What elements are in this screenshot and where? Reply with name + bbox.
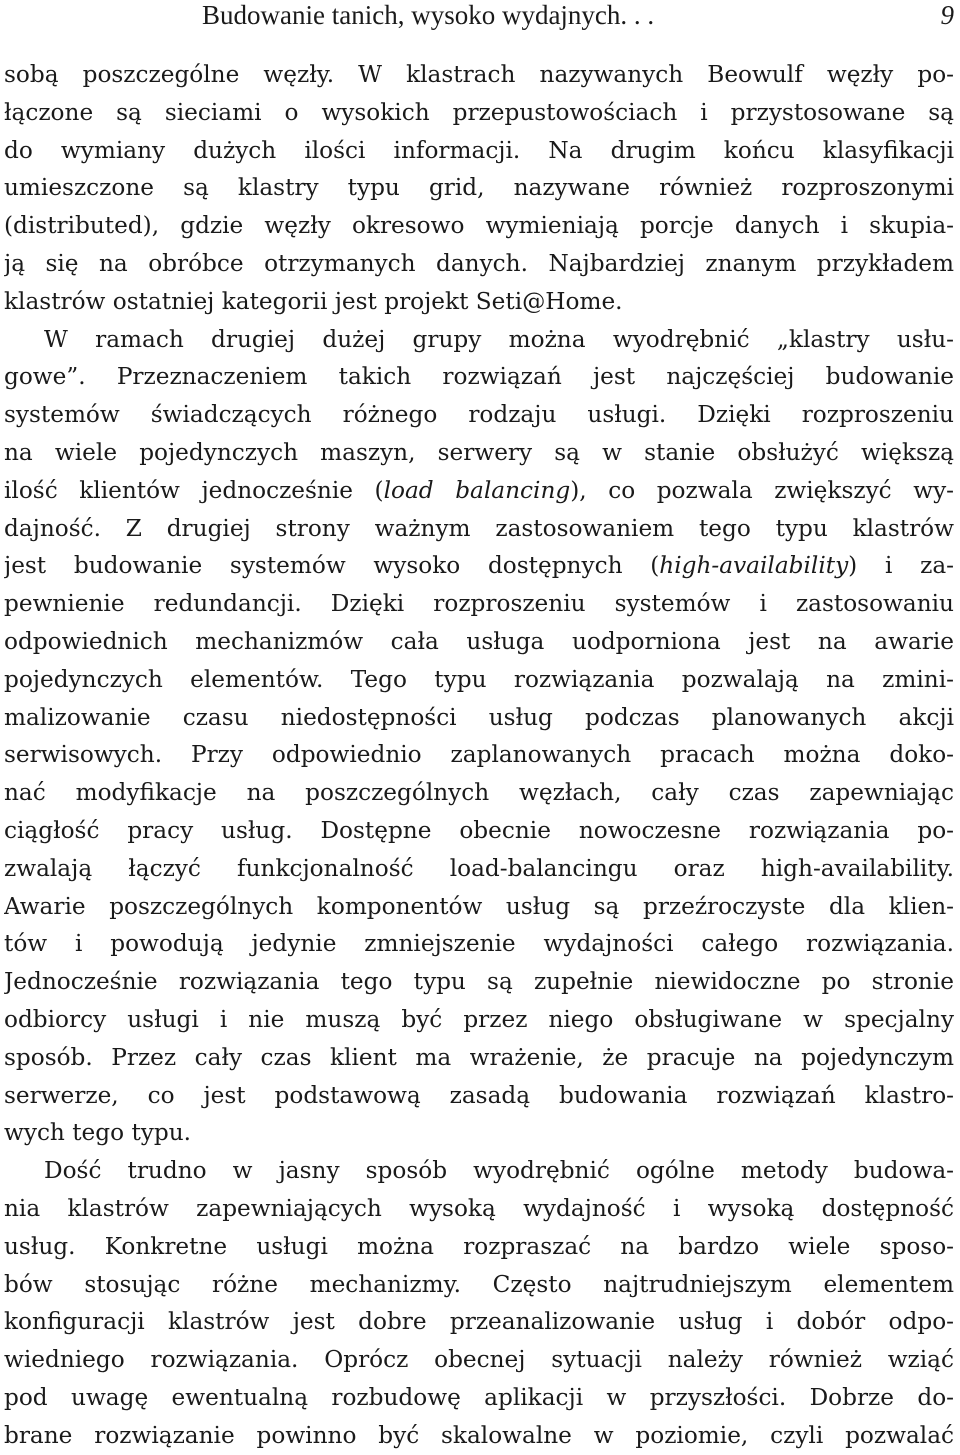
text-line: malizowanie czasu niedostępności usług podczas planowanych akcji [4, 703, 954, 731]
text-line: na wiele pojedynczych maszyn, serwery są w stanie obsłużyć większą [4, 438, 954, 466]
text-line: pod uwagę ewentualną rozbudowę aplikacji w przyszłości. Dobrze do- [4, 1383, 954, 1411]
text-segment: ) i za- [848, 552, 954, 580]
running-title: Budowanie tanich, wysoko wydajnych. . . [202, 0, 655, 30]
text-line: łączone są sieciami o wysokich przepustowościach i przystosowane są [4, 98, 954, 126]
text-line: nia klastrów zapewniających wysoką wydajność i wysoką dostępność [4, 1194, 954, 1222]
text-line: (distributed), gdzie węzły okresowo wymieniają porcje danych i skupia- [4, 212, 954, 240]
text-line: ją się na obróbce otrzymanych danych. Najbardziej znanym przykładem [4, 249, 954, 277]
text-line: klastrów ostatniej kategorii jest projekt Seti@Home. [4, 287, 623, 315]
emphasized-term: load balancing [383, 476, 571, 504]
text-line: W ramach drugiej dużej grupy można wyodrębnić „klastry usłu- [44, 325, 954, 353]
text-line: odbiorcy usługi i nie muszą być przez niego obsługiwane w specjalny [4, 1005, 954, 1033]
text-segment: ), co pozwala zwiększyć wy- [570, 476, 954, 504]
text-line: odpowiednich mechanizmów cała usługa uodporniona jest na awarie [4, 627, 954, 655]
page-number: 9 [940, 0, 954, 30]
text-line: sobą poszczególne węzły. W klastrach nazywanych Beowulf węzły po- [4, 61, 954, 88]
text-line: zwalają łączyć funkcjonalność load-balancingu oraz high-availability. [4, 854, 954, 882]
text-line: do wymiany dużych ilości informacji. Na drugim końcu klasyfikacji [4, 136, 954, 164]
text-line: serwerze, co jest podstawową zasadą budowania rozwiązań klastro- [4, 1081, 954, 1109]
running-header [0, 0, 960, 30]
text-line: tów i powodują jedynie zmniejszenie wydajności całego rozwiązania. [4, 930, 954, 958]
text-line: umieszczone są klastry typu grid, nazywane również rozproszonymi [4, 174, 954, 202]
emphasized-term: high-availability [659, 552, 849, 580]
text-line: konfiguracji klastrów jest dobre przeanalizowanie usług i dobór odpo- [4, 1308, 954, 1336]
text-line: bów stosując różne mechanizmy. Często najtrudniejszym elementem [4, 1270, 954, 1298]
text-line: usług. Konkretne usługi można rozpraszać na bardzo wiele sposo- [4, 1232, 954, 1260]
text-line: serwisowych. Przy odpowiednio zaplanowanych pracach można doko- [4, 741, 954, 769]
text-line: wych tego typu. [4, 1119, 192, 1147]
text-line: ciągłość pracy usług. Dostępne obecnie nowoczesne rozwiązania po- [4, 816, 954, 844]
text-line: dajność. Z drugiej strony ważnym zastosowaniem tego typu klastrów [4, 514, 954, 542]
text-line [4, 547, 954, 585]
text-line: pojedynczych elementów. Tego typu rozwiązania pozwalają na zmini- [4, 665, 954, 693]
text-line: systemów świadczących różnego rodzaju usługi. Dzięki rozproszeniu [4, 401, 954, 429]
text-line: gowe”. Przeznaczeniem takich rozwiązań jest najczęściej budowanie [4, 363, 954, 391]
text-line: sposób. Przez cały czas klient ma wrażenie, że pracuje na pojedynczym [4, 1043, 954, 1071]
text-line: wiedniego rozwiązania. Oprócz obecnej sytuacji należy również wziąć [4, 1346, 954, 1374]
text-line [4, 472, 954, 510]
text-line: Awarie poszczególnych komponentów usług są przeźroczyste dla klien- [4, 892, 954, 920]
text-segment: jest budowanie systemów wysoko dostępnych ( [4, 552, 660, 580]
text-line: Dość trudno w jasny sposób wyodrębnić ogólne metody budowa- [44, 1157, 954, 1185]
text-line: Jednocześnie rozwiązania tego typu są zupełnie niewidoczne po stronie [4, 968, 954, 996]
text-segment: ilość klientów jednocześnie ( [4, 476, 384, 504]
body-text [4, 56, 954, 1454]
text-line: brane rozwiązanie powinno być skalowalne w poziomie, czyli pozwalać [4, 1421, 954, 1449]
text-line: nać modyfikacje na poszczególnych węzłach, cały czas zapewniając [4, 779, 954, 807]
text-line: pewnienie redundancji. Dzięki rozproszeniu systemów i zastosowaniu [4, 590, 954, 618]
